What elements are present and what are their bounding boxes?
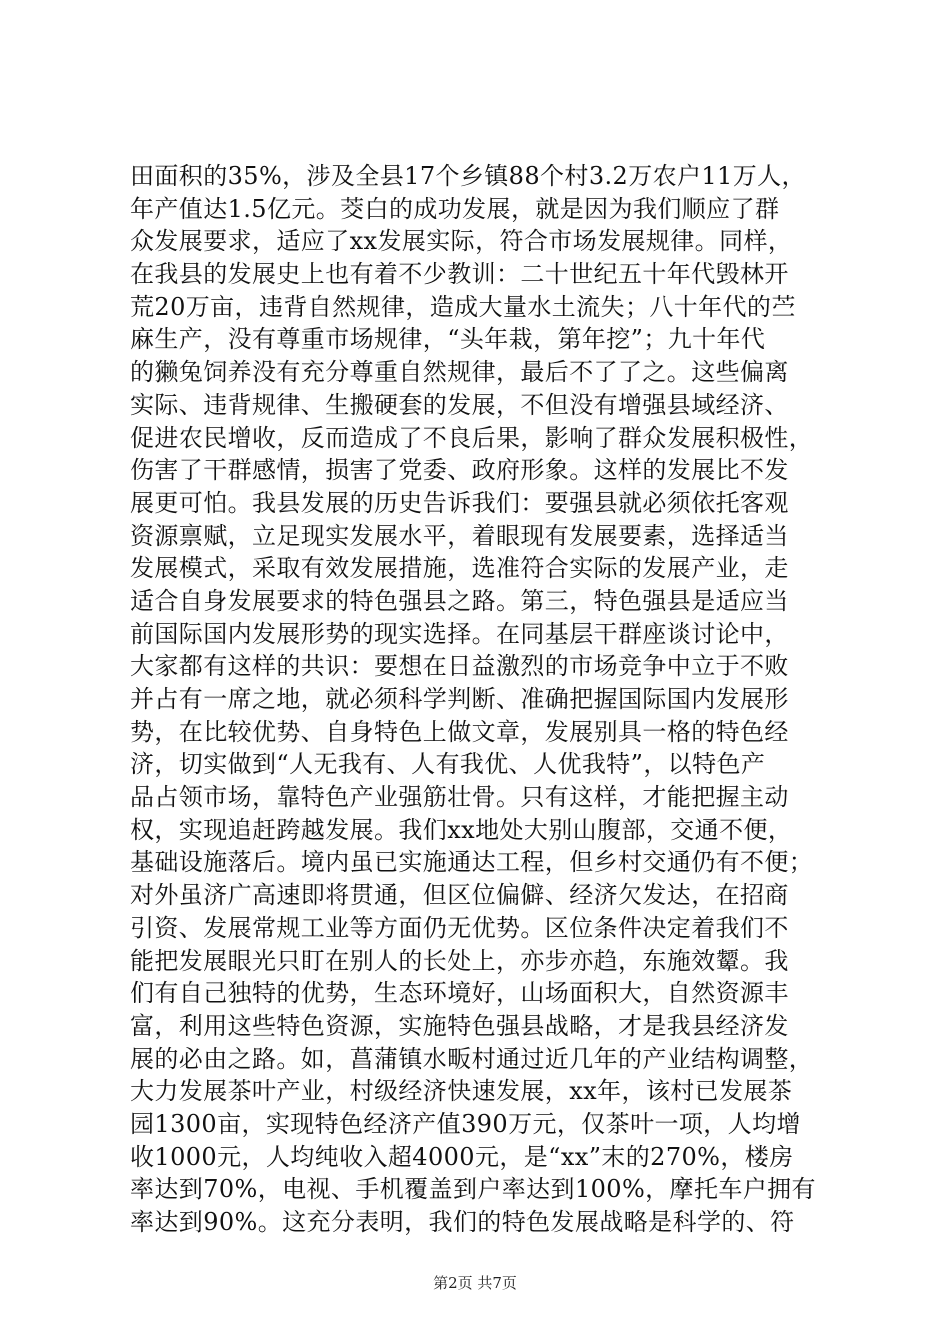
text-line: 率达到70%，电视、手机覆盖到户率达到100%，摩托车户拥有 xyxy=(130,1175,816,1204)
text-line: 能把发展眼光只盯在别人的长处上，亦步亦趋，东施效颦。我 xyxy=(130,946,789,975)
text-line: 荒20万亩，违背自然规律，造成大量水土流失；八十年代的苎 xyxy=(130,292,796,321)
text-line: 实际、违背规律、生搬硬套的发展，不但没有增强县域经济、 xyxy=(130,390,789,419)
text-line: 适合自身发展要求的特色强县之路。第三，特色强县是适应当 xyxy=(130,586,789,615)
text-line: 田面积的35%，涉及全县17个乡镇88个村3.2万农户11万人， xyxy=(130,162,806,190)
text-line: 济，切实做到“人无我有、人有我优、人优我特”，以特色产 xyxy=(130,750,766,779)
text-line: 大力发展茶叶产业，村级经济快速发展，xx年，该村已发展茶 xyxy=(130,1077,793,1106)
text-line: 众发展要求，适应了xx发展实际，符合市场发展规律。同样， xyxy=(130,227,793,256)
text-line: 园1300亩，实现特色经济产值390万元，仅茶叶一项，人均增 xyxy=(130,1109,801,1138)
text-line: 们有自己独特的优势，生态环境好，山场面积大，自然资源丰 xyxy=(130,979,789,1008)
text-line: 权，实现追赶跨越发展。我们xx地处大别山腹部，交通不便， xyxy=(130,815,793,844)
text-line: 的獭兔饲养没有充分尊重自然规律，最后不了了之。这些偏离 xyxy=(130,358,789,387)
page-number-label: 第2页 共7页 xyxy=(433,1274,517,1292)
text-line: 在我县的发展史上也有着不少教训：二十世纪五十年代毁林开 xyxy=(130,260,789,289)
text-line: 势，在比较优势、自身特色上做文章，发展别具一格的特色经 xyxy=(130,717,789,746)
text-line: 对外虽济广高速即将贯通，但区位偏僻、经济欠发达，在招商 xyxy=(130,881,789,910)
text-line: 并占有一席之地，就必须科学判断、准确把握国际国内发展形 xyxy=(130,685,789,713)
text-line: 展的必由之路。如，菖蒲镇水畈村通过近几年的产业结构调整， xyxy=(130,1044,814,1073)
page-footer xyxy=(0,1272,950,1293)
text-line: 引资、发展常规工业等方面仍无优势。区位条件决定着我们不 xyxy=(130,913,789,942)
text-line: 展更可怕。我县发展的历史告诉我们：要强县就必须依托客观 xyxy=(130,488,789,517)
text-line: 收1000元，人均纯收入超4000元，是“xx”末的270%，楼房 xyxy=(130,1142,794,1171)
text-line: 麻生产，没有尊重市场规律，“头年栽，第年挖”；九十年代 xyxy=(130,325,766,354)
text-line: 富，利用这些特色资源，实施特色强县战略，才是我县经济发 xyxy=(130,1011,789,1040)
text-line: 促进农民增收，反而造成了不良后果，影响了群众发展积极性， xyxy=(130,423,814,452)
text-line: 品占领市场，靠特色产业强筋壮骨。只有这样，才能把握主动 xyxy=(130,783,789,812)
text-line: 前国际国内发展形势的现实选择。在同基层干群座谈讨论中， xyxy=(130,619,789,648)
text-line: 伤害了干群感情，损害了党委、政府形象。这样的发展比不发 xyxy=(130,456,789,485)
text-line: 资源禀赋，立足现实发展水平，着眼现有发展要素，选择适当 xyxy=(130,521,789,550)
text-line: 发展模式，采取有效发展措施，选准符合实际的发展产业，走 xyxy=(130,554,789,583)
text-line: 年产值达1.5亿元。茭白的成功发展，就是因为我们顺应了群 xyxy=(130,194,780,223)
text-line: 大家都有这样的共识：要想在日益激烈的市场竞争中立于不败 xyxy=(130,652,789,681)
text-line: 基础设施落后。境内虽已实施通达工程，但乡村交通仍有不便； xyxy=(130,848,814,877)
text-line: 率达到90%。这充分表明，我们的特色发展战略是科学的、符 xyxy=(130,1208,795,1236)
body-text xyxy=(130,160,840,1239)
